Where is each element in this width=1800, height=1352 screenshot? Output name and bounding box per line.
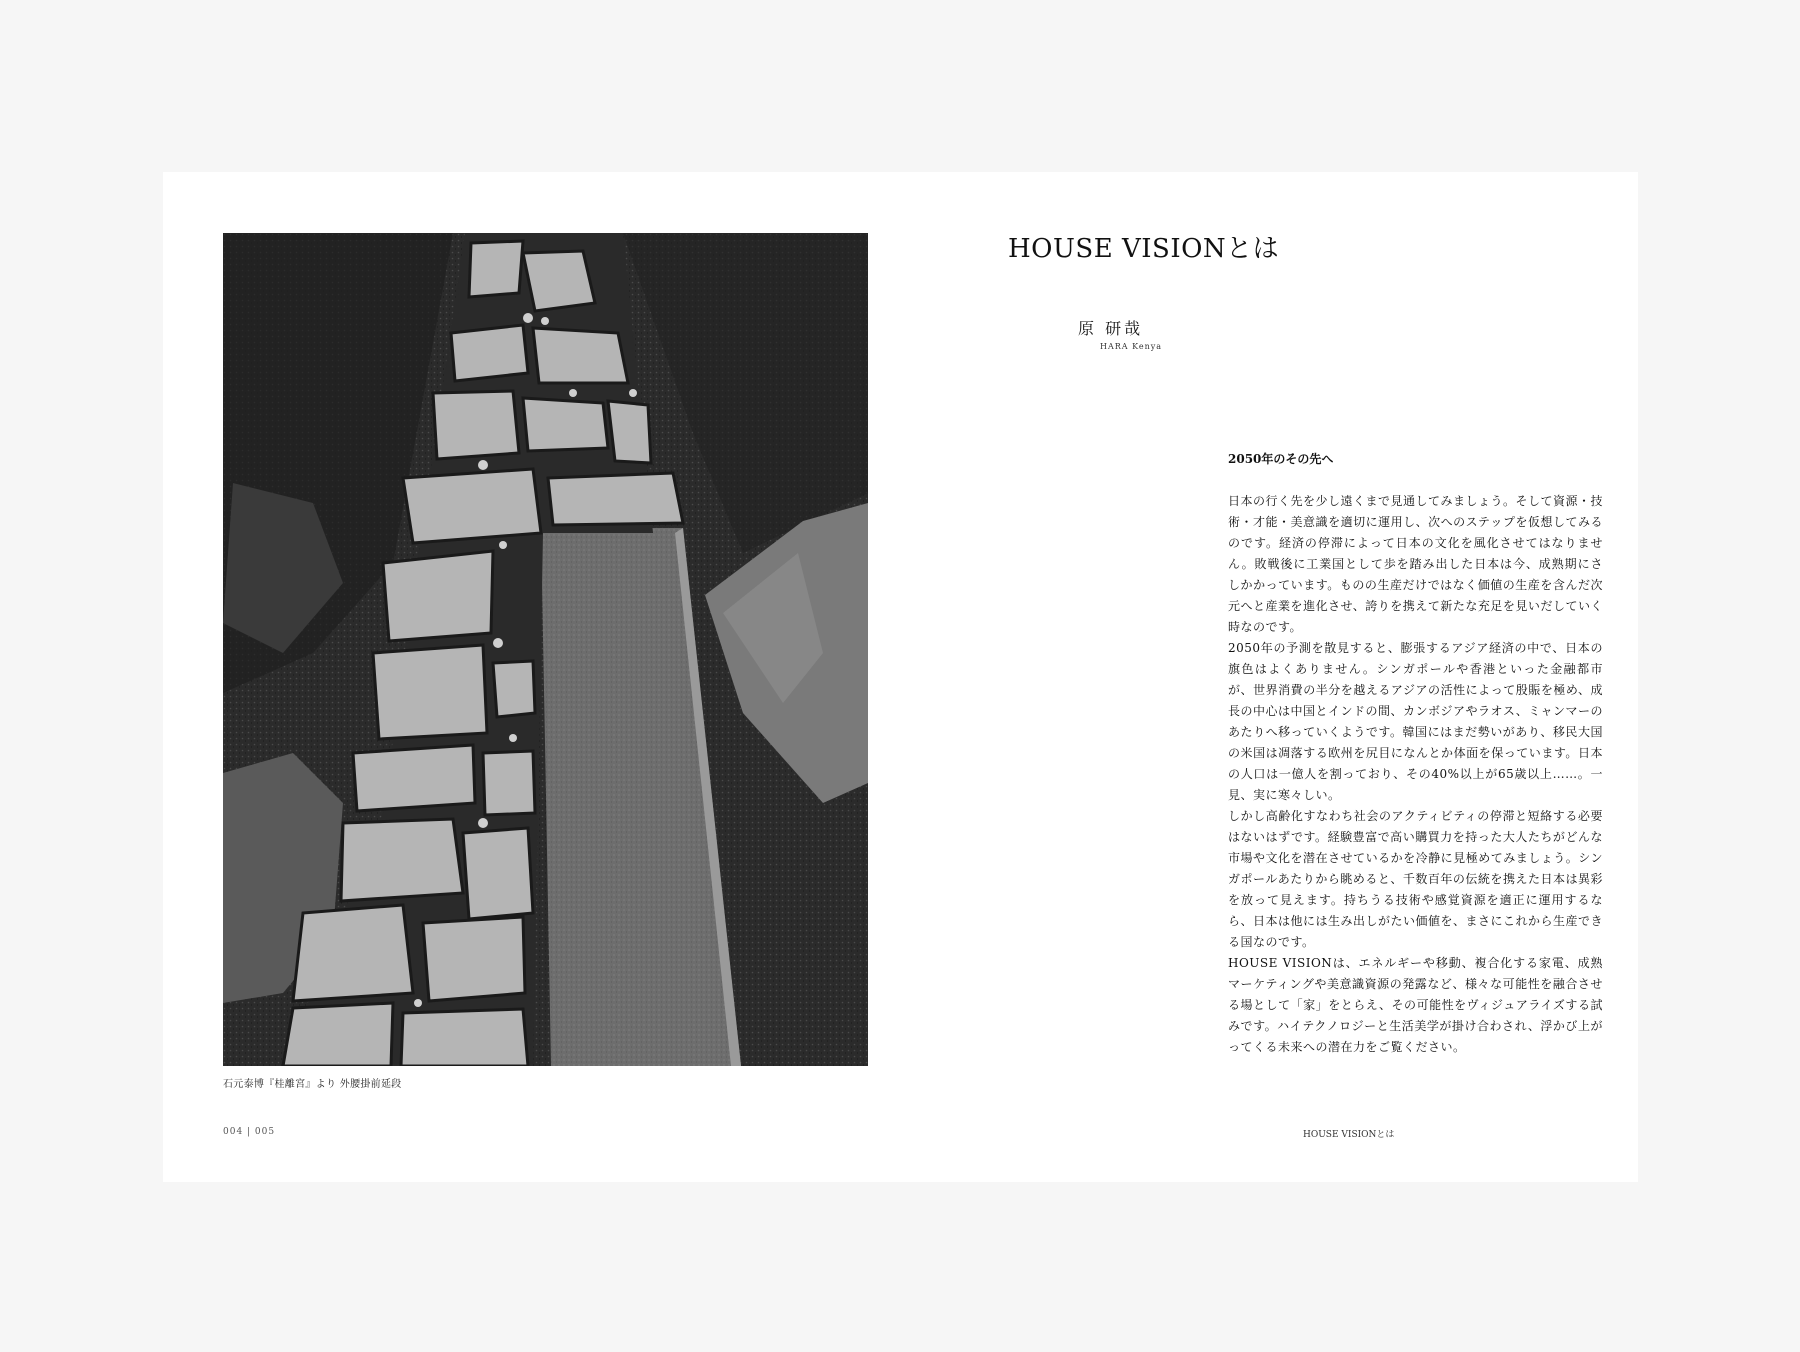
author-name: 原 研哉 <box>1078 319 1144 338</box>
section-heading: 2050年のその先へ <box>1228 452 1334 466</box>
stone-path-photo <box>223 233 868 1066</box>
photo-caption: 石元泰博『桂離宮』より 外腰掛前延段 <box>223 1079 402 1090</box>
paragraph: しかし高齢化すなわち社会のアクティビティの停滞と短絡する必要はないはずです。経験豊富で高い購買力を持った大人たちがどんな市場や文化を潜在させているかを冷静に見極めてみましょう。シンガポールあたりから眺めると、千数百年の伝統を携えた日本は異彩を放って見えます。持ちうる技術や感覚資源を適正に運用するなら、日本は他には生み出しがたい価値を、まさにこれから生産できる国なのです。 <box>1228 809 1604 949</box>
book-spread <box>163 172 1638 1182</box>
article-body <box>1228 450 1603 1058</box>
running-head: HOUSE VISIONとは <box>1303 1130 1395 1140</box>
paragraph: 2050年の予測を散見すると、膨張するアジア経済の中で、日本の旗色はよくありません。シンガポールや香港といった金融都市が、世界消費の半分を越えるアジアの活性によって殷賑を極め、成長の中心は中国とインドの間、カンボジアやラオス、ミャンマーのあたりへ移っていくようです。韓国にはまだ勢いがあり、移民大国の米国は凋落する欧州を尻目になんとか体面を保っています。日本の人口は一億人を割っており、その40%以上が65歳以上……。一見、実に寒々しい。 <box>1228 641 1604 802</box>
author-romaji: HARA Kenya <box>1100 342 1163 351</box>
paragraph: 日本の行く先を少し遠くまで見通してみましょう。そして資源・技術・才能・美意識を適切に運用し、次へのステップを仮想してみるのです。経済の停滞によって日本の文化を風化させてはなりません。敗戦後に工業国として歩を踏み出した日本は今、成熟期にさしかかっています。ものの生産だけではなく価値の生産を含んだ次元へと産業を進化させ、誇りを携えて新たな充足を見いだしていく時なのです。 <box>1228 494 1604 634</box>
author-block <box>1078 316 1162 351</box>
article-title: HOUSE VISIONとは <box>1008 234 1280 264</box>
stone-path-illustration <box>223 233 868 1066</box>
page-numbers: 004 | 005 <box>223 1127 276 1137</box>
paragraph: HOUSE VISIONは、エネルギーや移動、複合化する家電、成熟マーケティングや美意識資源の発露など、様々な可能性を融合させる場として「家」をとらえ、その可能性をヴィジュアライズする試みです。ハイテクノロジーと生活美学が掛け合わされ、浮かび上がってくる未来への潜在力をご覧ください。 <box>1228 956 1603 1054</box>
